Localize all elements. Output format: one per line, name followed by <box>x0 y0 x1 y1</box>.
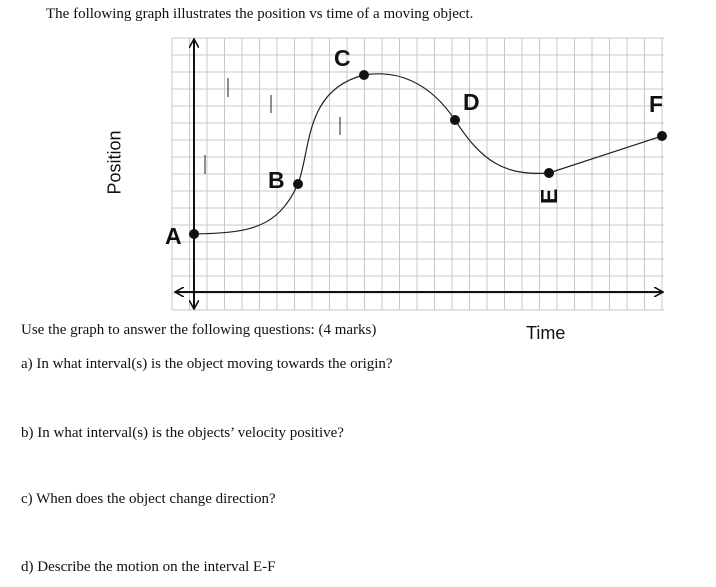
point-d <box>450 115 460 125</box>
point-c <box>359 70 369 80</box>
tick-marks <box>205 78 340 174</box>
label-f: F <box>649 91 664 117</box>
label-a: A <box>165 223 182 249</box>
point-e <box>544 168 554 178</box>
intro-text: The following graph illustrates the position vs time of a moving object. <box>46 6 474 22</box>
label-d: D <box>463 89 480 115</box>
question-a: a) In what interval(s) is the object moving towards the origin? <box>21 356 393 372</box>
point-f <box>657 131 667 141</box>
label-e: E <box>536 188 562 204</box>
grid <box>172 38 664 310</box>
y-axis-label: Position <box>104 130 125 195</box>
question-b: b) In what interval(s) is the objects’ velocity positive? <box>21 425 344 441</box>
x-axis-label: Time <box>526 323 566 343</box>
data-points <box>189 70 667 239</box>
question-d: d) Describe the motion on the interval E-F <box>21 559 276 575</box>
instructions-text: Use the graph to answer the following questions: (4 marks) <box>21 322 377 338</box>
point-b <box>293 179 303 189</box>
question-c: c) When does the object change direction? <box>21 491 276 507</box>
label-b: B <box>268 167 285 193</box>
point-a <box>189 229 199 239</box>
label-c: C <box>334 45 351 71</box>
